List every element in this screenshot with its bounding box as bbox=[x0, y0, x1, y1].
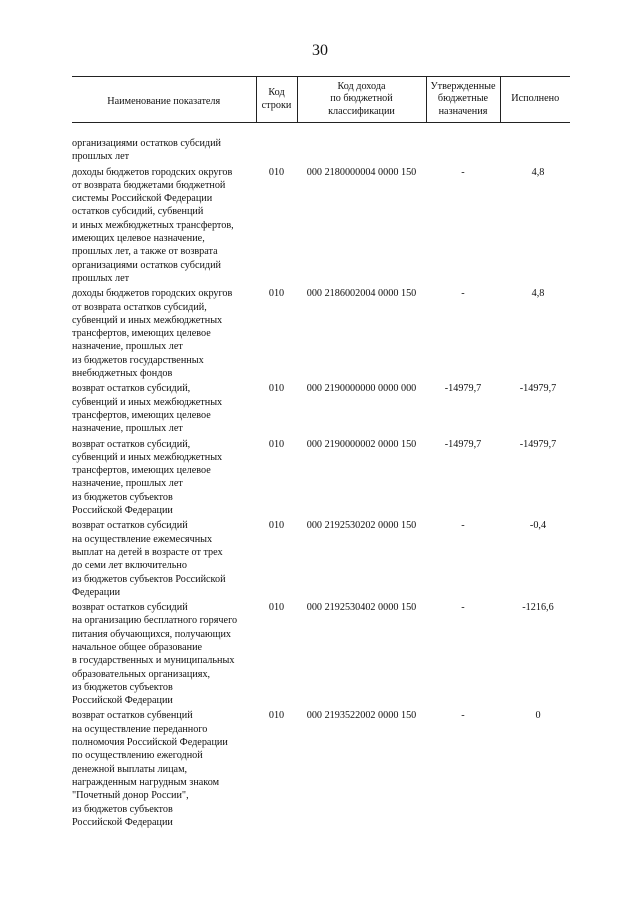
table-row bbox=[72, 438, 570, 520]
row-name: возврат остатков субвенций на осуществление переданного полномочия Российской Федерации по осуществлению ежегодной денежной выплаты лицам, награжденным нагрудным знаком "Почетный донор России", из бюджетов субъектов Российской Федерации bbox=[72, 710, 228, 828]
row-done: -0,4 bbox=[529, 520, 547, 532]
row-done: -14979,7 bbox=[519, 438, 557, 450]
row-approved: - bbox=[461, 602, 465, 614]
table-row bbox=[72, 382, 570, 437]
row-approved: - bbox=[461, 166, 465, 178]
row-code: 010 bbox=[268, 383, 285, 395]
row-code: 010 bbox=[268, 438, 285, 450]
row-kbk: 000 2186002004 0000 150 bbox=[306, 288, 417, 300]
row-kbk: 000 2192530402 0000 150 bbox=[306, 602, 417, 614]
header-done: Исполнено bbox=[500, 77, 570, 123]
row-approved: - bbox=[461, 710, 465, 722]
row-approved: - bbox=[461, 520, 465, 532]
table-header bbox=[72, 77, 570, 123]
row-done bbox=[500, 123, 570, 166]
row-approved bbox=[426, 123, 500, 166]
table-row bbox=[72, 709, 570, 831]
row-code: 010 bbox=[268, 710, 285, 722]
header-name: Наименование показателя bbox=[72, 77, 256, 123]
header-approved: Утвержденные бюджетные назначения bbox=[426, 77, 500, 123]
row-code: 010 bbox=[268, 520, 285, 532]
row-name: возврат остатков субсидий на осуществление ежемесячных выплат на детей в возрасте от трех до семи лет включительно из бюджетов субъектов Российской Федерации bbox=[72, 520, 226, 598]
row-approved: -14979,7 bbox=[444, 438, 482, 450]
row-done: 4,8 bbox=[531, 288, 545, 300]
row-name: возврат остатков субсидий, субвенций и иных межбюджетных трансфертов, имеющих целевое назначение, прошлых лет bbox=[72, 383, 223, 435]
row-done: 0 bbox=[535, 710, 541, 722]
row-approved: -14979,7 bbox=[444, 383, 482, 395]
row-done: -14979,7 bbox=[519, 383, 557, 395]
row-kbk: 000 2190000002 0000 150 bbox=[306, 438, 417, 450]
row-name: возврат остатков субсидий на организацию бесплатного горячего питания обучающихся, получающих начальное общее образование в государственных и муниципальных образовательных организациях, из бюджетов субъектов Российской Федерации bbox=[72, 602, 238, 707]
table-row bbox=[72, 166, 570, 288]
row-kbk: 000 2190000000 0000 000 bbox=[306, 383, 417, 395]
row-done: -1216,6 bbox=[522, 602, 554, 614]
row-approved: - bbox=[461, 288, 465, 300]
row-kbk: 000 2192530202 0000 150 bbox=[306, 520, 417, 532]
table-body bbox=[72, 123, 570, 832]
row-done: 4,8 bbox=[531, 166, 545, 178]
row-code: 010 bbox=[268, 288, 285, 300]
row-name: организациями остатков субсидий прошлых лет bbox=[72, 138, 222, 163]
row-kbk bbox=[297, 123, 426, 166]
table-row bbox=[72, 601, 570, 709]
row-code bbox=[256, 123, 297, 166]
page-number: 30 bbox=[312, 42, 328, 59]
row-code: 010 bbox=[268, 166, 285, 178]
header-kbk: Код дохода по бюджетной классификации bbox=[297, 77, 426, 123]
budget-table bbox=[72, 76, 570, 831]
row-code: 010 bbox=[268, 602, 285, 614]
table-row bbox=[72, 123, 570, 166]
row-name: доходы бюджетов городских округов от возврата остатков субсидий, субвенций и иных межбюджетных трансфертов, имеющих целевое назначение, прошлых лет из бюджетов государственных внебюджетных фондов bbox=[72, 288, 233, 380]
row-kbk: 000 2180000004 0000 150 bbox=[306, 166, 417, 178]
row-kbk: 000 2193522002 0000 150 bbox=[306, 710, 417, 722]
row-name: доходы бюджетов городских округов от возврата бюджетами бюджетной системы Российской Федерации остатков субсидий, субвенций и иных межбюджетных трансфертов, имеющих целевое назначение, прошлых лет, а также от возврата организациями остатков субсидий прошлых лет bbox=[72, 166, 234, 284]
table-row bbox=[72, 287, 570, 382]
row-name: возврат остатков субсидий, субвенций и иных межбюджетных трансфертов, имеющих целевое назначение, прошлых лет из бюджетов субъектов Российской Федерации bbox=[72, 438, 223, 517]
table-row bbox=[72, 519, 570, 601]
header-code: Код строки bbox=[256, 77, 297, 123]
